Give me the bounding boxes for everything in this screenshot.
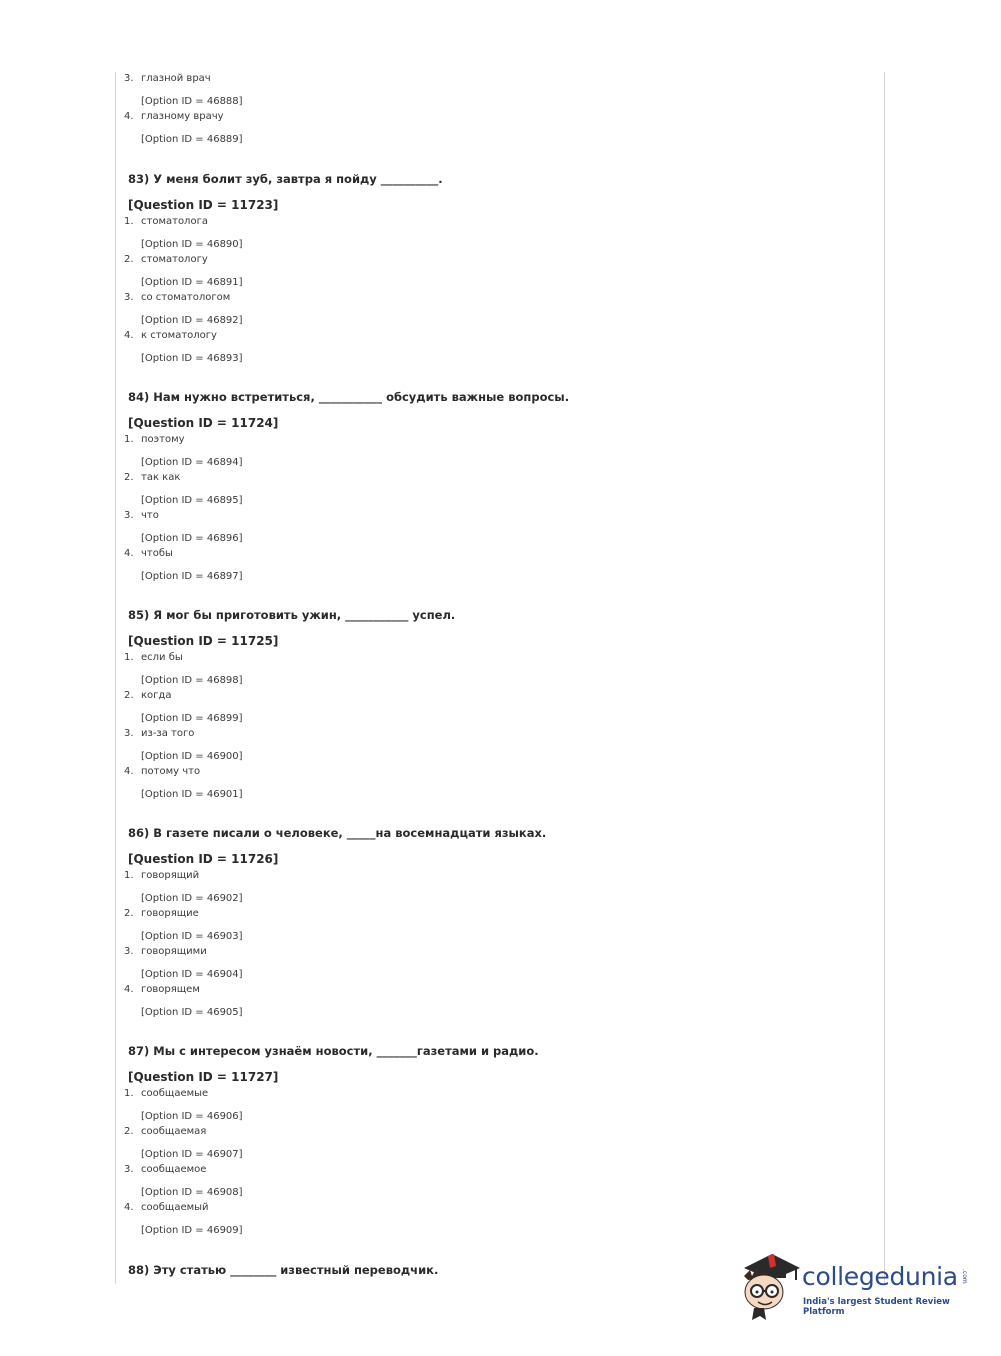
option-item — [124, 433, 864, 470]
question-block — [124, 1262, 438, 1278]
question-list — [124, 72, 864, 1261]
option-text: глазной врач — [141, 73, 211, 84]
question-title: 88) Эту статью ________ известный переводчик. — [128, 1263, 439, 1277]
option-text: стоматологу — [141, 254, 208, 265]
option-item — [124, 689, 864, 726]
question-title: 86) В газете писали о человеке, _____на восемнадцати языках. — [128, 826, 547, 840]
option-id: [Option ID = 46891] — [141, 277, 243, 288]
option-number: 1. — [124, 652, 134, 663]
logo-tagline: India's largest Student Review Platform — [803, 1297, 950, 1317]
option-number: 2. — [124, 254, 134, 265]
option-item — [124, 907, 864, 944]
question-block — [124, 825, 864, 1020]
page-border-right — [884, 72, 885, 1284]
option-text: если бы — [141, 652, 183, 663]
option-item — [124, 945, 864, 982]
option-item — [124, 547, 864, 584]
option-number: 2. — [124, 472, 134, 483]
option-id: [Option ID = 46889] — [141, 134, 243, 145]
question-id: [Question ID = 11726] — [128, 852, 279, 866]
option-id: [Option ID = 46907] — [141, 1149, 243, 1160]
question-block — [124, 389, 864, 584]
option-text: сообщаемые — [141, 1088, 209, 1099]
option-id: [Option ID = 46899] — [141, 713, 243, 724]
option-id: [Option ID = 46902] — [141, 893, 243, 904]
option-id: [Option ID = 46900] — [141, 751, 243, 762]
option-item — [124, 509, 864, 546]
option-number: 4. — [124, 766, 134, 777]
option-text: говорящими — [141, 946, 207, 957]
carryover-options — [124, 72, 864, 147]
option-number: 3. — [124, 946, 134, 957]
option-number: 2. — [124, 908, 134, 919]
option-number: 3. — [124, 1164, 134, 1175]
option-id: [Option ID = 46906] — [141, 1111, 243, 1122]
option-id: [Option ID = 46903] — [141, 931, 243, 942]
option-item — [124, 869, 864, 906]
option-id: [Option ID = 46908] — [141, 1187, 243, 1198]
question-block — [124, 171, 864, 366]
option-number: 1. — [124, 870, 134, 881]
question-title: 87) Мы с интересом узнаём новости, _______газетами и радио. — [128, 1044, 539, 1058]
option-text: говорящем — [141, 984, 200, 995]
option-number: 4. — [124, 330, 134, 341]
option-id: [Option ID = 46890] — [141, 239, 243, 250]
option-number: 3. — [124, 292, 134, 303]
option-item — [124, 983, 864, 1020]
option-text: со стоматологом — [141, 292, 231, 303]
option-text: глазному врачу — [141, 111, 224, 122]
option-item — [124, 651, 864, 688]
option-item — [124, 1087, 864, 1124]
page-border-left — [115, 72, 116, 1284]
option-id: [Option ID = 46909] — [141, 1225, 243, 1236]
option-id: [Option ID = 46888] — [141, 96, 243, 107]
option-number: 3. — [124, 510, 134, 521]
option-text: так как — [141, 472, 181, 483]
option-id: [Option ID = 46905] — [141, 1007, 243, 1018]
option-item — [124, 215, 864, 252]
option-id: [Option ID = 46893] — [141, 353, 243, 364]
option-number: 4. — [124, 1202, 134, 1213]
option-text: из-за того — [141, 728, 195, 739]
question-id: [Question ID = 11723] — [128, 198, 279, 212]
question-title: 84) Нам нужно встретиться, ___________ обсудить важные вопросы. — [128, 390, 570, 404]
option-item — [124, 727, 864, 764]
option-text: сообщаемая — [141, 1126, 207, 1137]
option-item — [124, 471, 864, 508]
option-number: 4. — [124, 111, 134, 122]
question-block — [124, 607, 864, 802]
option-text: к стоматологу — [141, 330, 217, 341]
collegedunia-logo — [738, 1246, 978, 1322]
option-item — [124, 1125, 864, 1162]
option-number: 2. — [124, 690, 134, 701]
option-id: [Option ID = 46892] — [141, 315, 243, 326]
question-block — [124, 1043, 864, 1238]
option-item — [124, 765, 864, 802]
option-number: 1. — [124, 1088, 134, 1099]
mascot-icon — [738, 1246, 800, 1322]
option-id: [Option ID = 46898] — [141, 675, 243, 686]
question-title: 85) Я мог бы приготовить ужин, ___________ успел. — [128, 608, 456, 622]
option-number: 2. — [124, 1126, 134, 1137]
option-text: потому что — [141, 766, 201, 777]
option-text: что — [141, 510, 159, 521]
question-id: [Question ID = 11727] — [128, 1070, 279, 1084]
option-item — [124, 110, 864, 147]
option-text: когда — [141, 690, 172, 701]
option-number: 1. — [124, 216, 134, 227]
option-text: сообщаемый — [141, 1202, 209, 1213]
option-text: чтобы — [141, 548, 173, 559]
question-id: [Question ID = 11724] — [128, 416, 279, 430]
option-id: [Option ID = 46894] — [141, 457, 243, 468]
option-number: 1. — [124, 434, 134, 445]
option-text: сообщаемое — [141, 1164, 207, 1175]
option-item — [124, 253, 864, 290]
option-number: 3. — [124, 728, 134, 739]
option-item — [124, 1163, 864, 1200]
option-text: говорящие — [141, 908, 199, 919]
question-id: [Question ID = 11725] — [128, 634, 279, 648]
option-text: поэтому — [141, 434, 185, 445]
option-id: [Option ID = 46897] — [141, 571, 243, 582]
option-number: 4. — [124, 984, 134, 995]
option-number: 4. — [124, 548, 134, 559]
question-title: 83) У меня болит зуб, завтра я пойду __________. — [128, 172, 443, 186]
option-item — [124, 329, 864, 366]
option-item — [124, 291, 864, 328]
option-text: говорящий — [141, 870, 200, 881]
option-id: [Option ID = 46895] — [141, 495, 243, 506]
logo-domain: .com — [961, 1269, 968, 1284]
option-id: [Option ID = 46896] — [141, 533, 243, 544]
option-item — [124, 1201, 864, 1238]
option-text: стоматолога — [141, 216, 208, 227]
option-id: [Option ID = 46904] — [141, 969, 243, 980]
logo-wordmark: collegedunia — [802, 1262, 958, 1291]
option-id: [Option ID = 46901] — [141, 789, 243, 800]
option-number: 3. — [124, 73, 134, 84]
option-item — [124, 72, 864, 109]
